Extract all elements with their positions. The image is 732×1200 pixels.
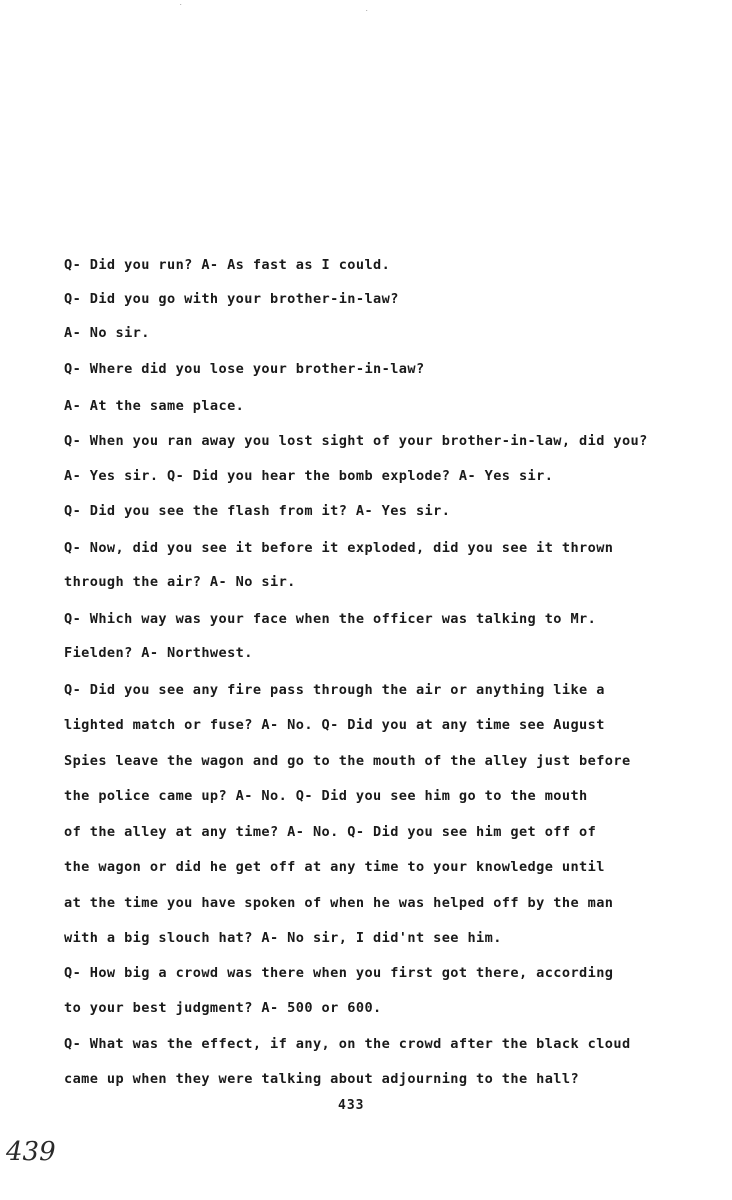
transcript-line: with a big slouch hat? A- No sir, I did'nt see him.	[64, 930, 502, 946]
scan-speck: ˙	[364, 10, 370, 20]
transcript-line: Q- Did you see the flash from it? A- Yes sir.	[64, 503, 451, 519]
transcript-line: through the air? A- No sir.	[64, 574, 296, 590]
transcript-line: A- No sir.	[64, 325, 150, 341]
transcript-line: to your best judgment? A- 500 or 600.	[64, 1000, 382, 1016]
transcript-line: Q- Which way was your face when the officer was talking to Mr.	[64, 611, 597, 627]
transcript-line: Q- How big a crowd was there when you first got there, according	[64, 965, 614, 981]
transcript-line: at the time you have spoken of when he was helped off by the man	[64, 895, 614, 911]
page-number: 433	[338, 1098, 365, 1113]
transcript-line: Q- What was the effect, if any, on the crowd after the black cloud	[64, 1036, 631, 1052]
transcript-line: Q- Where did you lose your brother-in-law?	[64, 361, 425, 377]
transcript-line: A- At the same place.	[64, 398, 245, 414]
transcript-line: Q- Did you go with your brother-in-law?	[64, 291, 399, 307]
transcript-line: Fielden? A- Northwest.	[64, 645, 253, 661]
transcript-line: came up when they were talking about adjourning to the hall?	[64, 1071, 580, 1087]
transcript-line: the wagon or did he get off at any time to your knowledge until	[64, 859, 605, 875]
transcript-line: Q- Now, did you see it before it exploded, did you see it thrown	[64, 540, 614, 556]
handwritten-page-number: 439	[6, 1137, 56, 1167]
transcript-line: of the alley at any time? A- No. Q- Did you see him get off of	[64, 824, 597, 840]
scan-speck: ˙	[178, 4, 184, 14]
transcript-line: lighted match or fuse? A- No. Q- Did you at any time see August	[64, 717, 605, 733]
transcript-line: Spies leave the wagon and go to the mouth of the alley just before	[64, 753, 631, 769]
transcript-line: Q- Did you see any fire pass through the air or anything like a	[64, 682, 605, 698]
transcript-line: A- Yes sir. Q- Did you hear the bomb explode? A- Yes sir.	[64, 468, 554, 484]
transcript-line: Q- When you ran away you lost sight of your brother-in-law, did you?	[64, 433, 648, 449]
transcript-line: the police came up? A- No. Q- Did you see him go to the mouth	[64, 788, 588, 804]
transcript-line: Q- Did you run? A- As fast as I could.	[64, 257, 391, 273]
